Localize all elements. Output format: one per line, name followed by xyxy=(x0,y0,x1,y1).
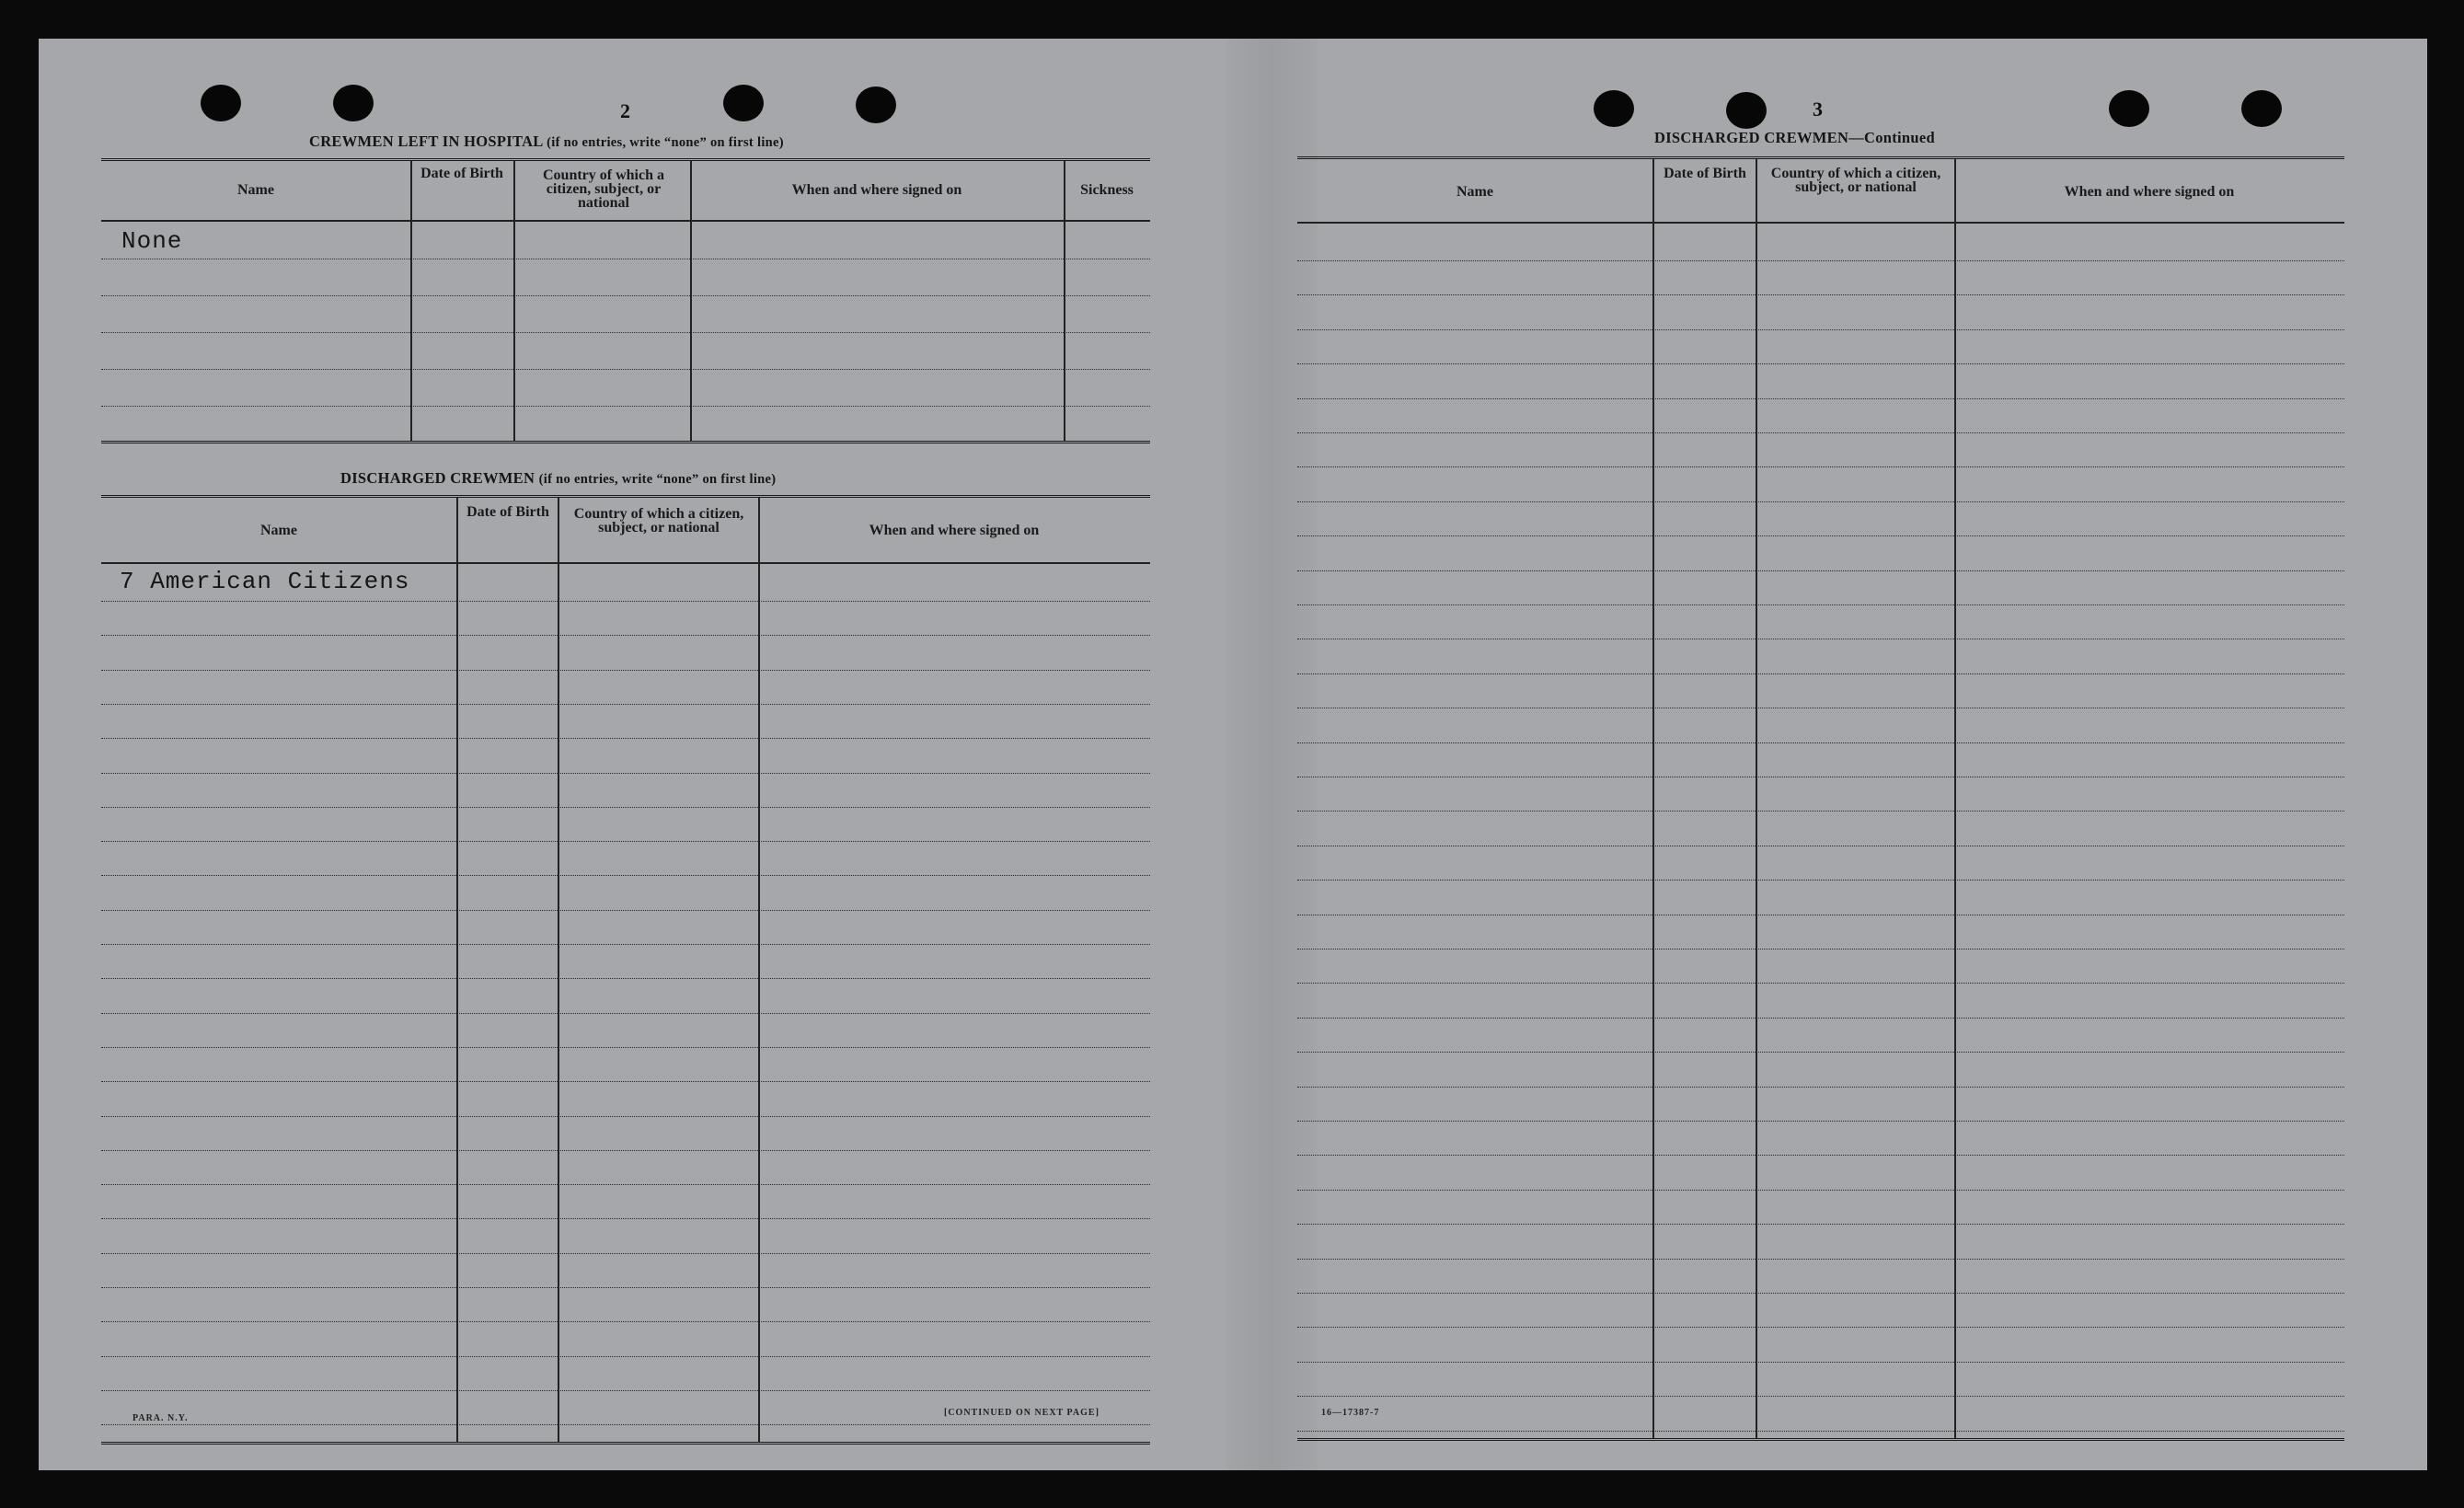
table-header-rule xyxy=(1297,222,2344,224)
header-signed-on: When and where signed on xyxy=(869,523,1040,538)
entry-line xyxy=(1297,949,2344,950)
entry-line xyxy=(1297,1362,2344,1363)
entry-line xyxy=(101,841,1150,842)
entry-line xyxy=(1297,432,2344,433)
entry-line xyxy=(1297,1293,2344,1294)
entry-line xyxy=(1297,363,2344,364)
footer-printer-mark: PARA. N.Y. xyxy=(132,1413,189,1423)
header-signed-on: When and where signed on xyxy=(2064,184,2235,200)
entry-line xyxy=(101,875,1150,876)
punch-hole xyxy=(201,85,241,121)
entry-line xyxy=(1297,1259,2344,1260)
header-name: Name xyxy=(1457,184,1493,200)
entry-line xyxy=(1297,1087,2344,1088)
header-date-of-birth: Date of Birth xyxy=(420,166,503,181)
entry-line xyxy=(1297,1431,2344,1432)
entry-line xyxy=(1297,1121,2344,1122)
discharged-continued-table xyxy=(1297,156,2344,1441)
column-divider xyxy=(513,161,515,441)
entry-line xyxy=(1297,260,2344,261)
punch-hole xyxy=(1594,90,1634,127)
right-section-title: DISCHARGED CREWMEN—Continued xyxy=(1654,129,1935,146)
entry-line xyxy=(101,704,1150,705)
entry-line xyxy=(101,332,1150,333)
entry-line xyxy=(101,1253,1150,1254)
entry-line xyxy=(101,635,1150,636)
hospital-entry-typed: None xyxy=(121,227,183,255)
entry-line xyxy=(101,601,1150,602)
entry-line xyxy=(101,670,1150,671)
entry-line xyxy=(101,1287,1150,1288)
entry-line xyxy=(101,944,1150,945)
entry-line xyxy=(1297,398,2344,399)
entry-line xyxy=(101,1081,1150,1082)
header-country: Country of which a citizen, subject, or national xyxy=(1770,166,1941,195)
punch-hole xyxy=(723,85,764,121)
header-country: Country of which a citizen, subject, or national xyxy=(573,506,744,535)
header-date-of-birth: Date of Birth xyxy=(1664,166,1746,181)
entry-line xyxy=(1297,1190,2344,1191)
punch-hole xyxy=(2241,90,2282,127)
discharged-table xyxy=(101,495,1150,1445)
form-sheet xyxy=(39,39,2427,1470)
entry-line xyxy=(1297,1155,2344,1156)
discharged-section-title xyxy=(340,469,776,488)
entry-line xyxy=(101,1218,1150,1219)
header-name: Name xyxy=(260,523,297,538)
page-number: 3 xyxy=(1813,98,1823,121)
hospital-section-title xyxy=(309,132,784,151)
entry-line xyxy=(101,910,1150,911)
entry-line xyxy=(1297,501,2344,502)
header-name: Name xyxy=(237,182,274,198)
entry-line xyxy=(1297,466,2344,467)
hospital-title-main: CREWMEN LEFT IN HOSPITAL xyxy=(309,132,543,150)
entry-line xyxy=(1297,1327,2344,1328)
discharged-title-note: (if no entries, write “none” on first line) xyxy=(538,472,777,487)
entry-line xyxy=(101,1116,1150,1117)
entry-line xyxy=(101,369,1150,370)
entry-line xyxy=(1297,1396,2344,1397)
page-number: 2 xyxy=(620,99,630,122)
column-divider xyxy=(690,161,692,441)
punch-hole xyxy=(333,85,374,121)
table-header-rule xyxy=(101,220,1150,222)
header-sickness: Sickness xyxy=(1080,182,1134,198)
header-date-of-birth: Date of Birth xyxy=(466,504,549,520)
entry-line xyxy=(101,773,1150,774)
hospital-table xyxy=(101,158,1150,443)
entry-line xyxy=(1297,983,2344,984)
entry-line xyxy=(101,1184,1150,1185)
footer-continued-note: [CONTINUED ON NEXT PAGE] xyxy=(944,1408,1100,1418)
hospital-title-note: (if no entries, write “none” on first line) xyxy=(547,135,784,150)
table-header-rule xyxy=(101,562,1150,564)
entry-line xyxy=(101,1321,1150,1322)
entry-line xyxy=(1297,570,2344,571)
column-divider xyxy=(410,161,412,441)
entry-line xyxy=(1297,673,2344,674)
entry-line xyxy=(1297,535,2344,536)
entry-line xyxy=(101,295,1150,296)
punch-hole xyxy=(856,86,896,123)
header-signed-on: When and where signed on xyxy=(791,182,962,198)
column-divider xyxy=(1756,159,1757,1438)
entry-line xyxy=(101,1150,1150,1151)
column-divider xyxy=(1652,159,1654,1438)
entry-line xyxy=(1297,329,2344,330)
entry-line xyxy=(101,1047,1150,1048)
entry-line xyxy=(101,978,1150,979)
footer-form-code: 16—17387-7 xyxy=(1321,1408,1380,1418)
entry-line xyxy=(1297,604,2344,605)
entry-line xyxy=(101,1424,1150,1425)
punch-hole xyxy=(2109,90,2149,127)
entry-line xyxy=(1297,811,2344,812)
punch-hole xyxy=(1726,92,1767,129)
entry-line xyxy=(1297,1224,2344,1225)
entry-line xyxy=(1297,294,2344,295)
entry-line xyxy=(1297,1052,2344,1053)
discharged-title-main: DISCHARGED CREWMEN xyxy=(340,469,535,487)
entry-line xyxy=(1297,880,2344,881)
column-divider xyxy=(456,498,458,1442)
column-divider xyxy=(558,498,559,1442)
discharged-entry-typed: 7 American Citizens xyxy=(120,568,410,595)
entry-line xyxy=(101,1013,1150,1014)
entry-line xyxy=(101,807,1150,808)
entry-line xyxy=(101,738,1150,739)
header-country: Country of which a citizen, subject, or national xyxy=(542,167,664,211)
entry-line xyxy=(101,1390,1150,1391)
entry-line xyxy=(101,406,1150,407)
entry-line xyxy=(1297,742,2344,743)
column-divider xyxy=(758,498,760,1442)
entry-line xyxy=(1297,1018,2344,1019)
entry-line xyxy=(101,1356,1150,1357)
column-divider xyxy=(1064,161,1065,441)
column-divider xyxy=(1954,159,1956,1438)
